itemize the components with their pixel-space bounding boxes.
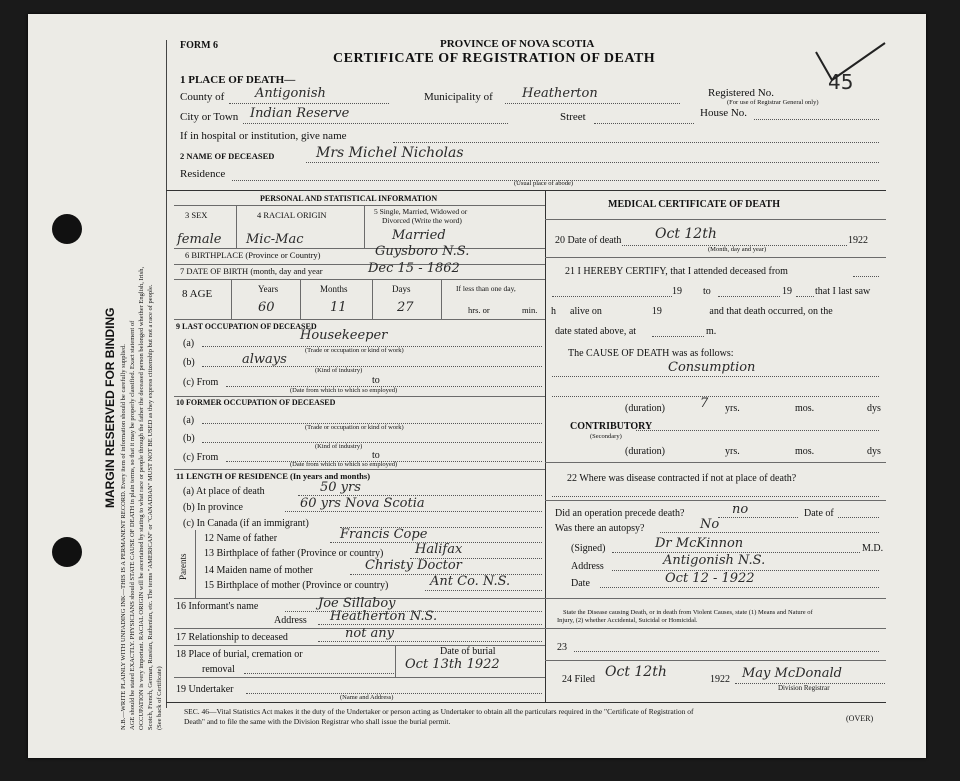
over-label: (OVER): [846, 714, 874, 723]
residence-b-value: 60 yrs Nova Scotia: [300, 496, 425, 511]
death-date-value: Oct 12th: [655, 226, 717, 242]
occ-to-label: to: [372, 375, 380, 386]
check-mark: [810, 40, 890, 85]
cause-of-death-value: Consumption: [668, 360, 756, 375]
county-label: County of: [180, 91, 225, 103]
certify-label: 21 I HEREBY CERTIFY, that I attended deceased from: [565, 266, 788, 277]
registered-no-note: (For use of Registrar General only): [727, 99, 819, 106]
death-date-note: (Month, day and year): [708, 246, 767, 253]
age-years-value: 60: [258, 300, 275, 315]
line-23-label: 23: [557, 642, 567, 653]
medical-date-value: Oct 12 - 1922: [665, 571, 755, 586]
margin-note-4: Scotch, French, German, Russian, Ruthenian, etc. The terms "AMERICAN" or "CANADIAN" MUST NOT BE USED as they express citizenship but not a race of people.: [147, 284, 154, 730]
margin-note-2: AGE should be stated EXACTLY. PHYSICIANS should STATE CAUSE OF DEATH in plain terms, so that it may be properly classified. Exact statement of: [129, 320, 136, 730]
informant-name-label: 16 Informant's name: [176, 601, 259, 612]
contrib-mos: mos.: [795, 446, 815, 457]
margin-note-1: N.B.—WRITE PLAINLY WITH UNFADING INK—THIS IS A PERMANENT RECORD. Every item of information should be carefully supplied.: [120, 344, 127, 730]
medical-address-value: Antigonish N.S.: [663, 553, 766, 568]
racial-origin-label: 4 RACIAL ORIGIN: [257, 210, 327, 220]
residence-note: (Usual place of abode): [514, 180, 574, 187]
certify-19b: 19: [782, 286, 792, 297]
death-date-label: 20 Date of death: [555, 235, 622, 246]
form-number: FORM 6: [180, 40, 219, 51]
filed-year: 1922: [710, 674, 730, 685]
contrib-duration-label: (duration): [625, 446, 665, 457]
occ-a-note: (Trade or occupation or kind of work): [305, 347, 404, 354]
date-of-burial-label: Date of burial: [440, 646, 496, 657]
registered-no-label: Registered No.: [708, 87, 774, 99]
residence-label: Residence: [180, 168, 226, 180]
sec-46-line-1: SEC. 46—Vital Statistics Act makes it the duty of the Undertaker or person acting as Undertaker to obtain all the particulars required in the "Certificate of Registration of: [184, 707, 694, 716]
age-months-value: 11: [330, 300, 347, 315]
father-birthplace-value: Halifax: [415, 542, 463, 557]
sex-label: 3 SEX: [185, 210, 208, 220]
former-occupation-label: 10 FORMER OCCUPATION OF DECEASED: [176, 398, 336, 407]
birthplace-value: Guysboro N.S.: [375, 244, 470, 259]
dob-label: 7 DATE OF BIRTH (month, day and year: [180, 266, 323, 276]
occ-from-label: (c) From: [183, 377, 219, 388]
relationship-label: 17 Relationship to deceased: [176, 632, 288, 643]
certify-m: m.: [706, 326, 717, 337]
former-a-label: (a): [183, 415, 195, 426]
cause-of-death-label: The CAUSE OF DEATH was as follows:: [568, 348, 734, 359]
hrs-label: hrs. or: [468, 305, 490, 315]
age-days-value: 27: [397, 300, 414, 315]
duration-yrs: yrs.: [725, 403, 740, 414]
division-registrar-label: Division Registrar: [778, 684, 830, 692]
autopsy-value: No: [700, 517, 720, 532]
county-value: Antigonish: [255, 86, 326, 101]
former-b-label: (b): [183, 433, 195, 444]
parents-label: Parents: [178, 553, 188, 580]
md-label: M.D.: [862, 543, 884, 554]
contrib-yrs: yrs.: [725, 446, 740, 457]
marital-label-1: 5 Single, Married, Widowed or: [374, 207, 468, 216]
min-label: min.: [522, 305, 538, 315]
operation-value: no: [732, 502, 749, 517]
contributory-label: CONTRIBUTORY: [570, 421, 653, 432]
province-heading: PROVINCE OF NOVA SCOTIA: [440, 38, 595, 50]
racial-origin-value: Mic-Mac: [246, 232, 304, 247]
date-of-burial-value: Oct 13th 1922: [405, 657, 500, 672]
informant-address-label: Address: [274, 615, 307, 626]
contrib-dys: dys: [867, 446, 881, 457]
filed-label: 24 Filed: [562, 674, 596, 685]
medical-date-label: Date: [571, 578, 590, 589]
residence-a-value: 50 yrs: [320, 480, 361, 495]
signed-value: Dr McKinnon: [655, 536, 744, 551]
residence-c-label: (c) In Canada (if an immigrant): [183, 518, 309, 529]
informant-name-value: Joe Sillaboy: [318, 596, 396, 611]
margin-rule: [166, 40, 167, 708]
duration-dys: dys: [867, 403, 881, 414]
registration-number: 45: [828, 70, 854, 94]
undertaker-note: (Name and Address): [340, 694, 394, 701]
residence-b-label: (b) In province: [183, 502, 243, 513]
informant-address-value: Heatherton N.S.: [330, 609, 438, 624]
mother-birthplace-label: 15 Birthplace of mother (Province or country): [204, 580, 389, 591]
name-of-deceased-label: 2 NAME OF DECEASED: [180, 151, 275, 161]
occ-b-note: (Kind of industry): [315, 367, 363, 374]
margin-binding-label: MARGIN RESERVED FOR BINDING: [103, 307, 117, 508]
filed-value: Oct 12th: [605, 664, 667, 680]
certify-last-saw: that I last saw: [815, 286, 871, 297]
days-label: Days: [392, 284, 411, 294]
binding-hole-bottom: [52, 537, 82, 567]
less-than-day-label: If less than one day,: [456, 284, 516, 293]
occ-b-label: (b): [183, 357, 195, 368]
occ-from-note: (Date from which to which so employed): [290, 387, 398, 394]
duration-mos: mos.: [795, 403, 815, 414]
age-label: 8 AGE: [182, 288, 213, 300]
contracted-label: 22 Where was disease contracted if not at place of death?: [567, 473, 797, 484]
house-no-label: House No.: [700, 107, 748, 119]
medical-address-label: Address: [571, 561, 604, 572]
margin-note-5: (See back of Certificate): [156, 666, 163, 730]
occ-b-value: always: [242, 352, 287, 367]
certify-h: h: [551, 306, 556, 317]
certificate-title: CERTIFICATE OF REGISTRATION OF DEATH: [333, 51, 656, 66]
operation-label: Did an operation precede death?: [555, 508, 685, 519]
certify-line-2: alive on 19 and that death occurred, on the: [570, 306, 833, 317]
dob-value: Dec 15 - 1862: [368, 261, 460, 276]
length-of-residence-label: 11 LENGTH OF RESIDENCE (In years and months): [176, 471, 371, 481]
duration-label: (duration): [625, 403, 665, 414]
city-value: Indian Reserve: [250, 106, 350, 121]
city-label: City or Town: [180, 111, 239, 123]
signed-label: (Signed): [571, 543, 606, 554]
father-name-value: Francis Cope: [340, 527, 428, 542]
certify-line-3: date stated above, at: [555, 326, 637, 337]
former-b-note: (Kind of industry): [315, 443, 363, 450]
months-label: Months: [320, 284, 348, 294]
certify-19a: 19: [672, 286, 682, 297]
personal-info-heading: PERSONAL AND STATISTICAL INFORMATION: [260, 194, 438, 203]
marital-label-2: Divorced (Write the word): [382, 216, 462, 225]
municipality-label: Municipality of: [424, 91, 493, 103]
years-label: Years: [258, 284, 279, 294]
former-from-label: (c) From: [183, 452, 219, 463]
burial-label-2: removal: [202, 664, 235, 675]
last-occupation-label: 9 LAST OCCUPATION OF DECEASED: [176, 322, 317, 331]
place-of-death-heading: 1 PLACE OF DEATH—: [180, 74, 296, 86]
state-note-1: State the Disease causing Death, or in death from Violent Causes, state (1) Means and Nature of: [563, 609, 813, 616]
marital-value: Married: [392, 228, 446, 243]
binding-hole-top: [52, 214, 82, 244]
burial-label-1: 18 Place of burial, cremation or: [176, 649, 303, 660]
certify-to: to: [703, 286, 711, 297]
mother-name-label: 14 Maiden name of mother: [204, 565, 313, 576]
hospital-label: If in hospital or institution, give name: [180, 130, 347, 142]
relationship-value: not any: [345, 626, 395, 641]
sex-value: female: [177, 232, 222, 247]
former-from-note: (Date from which to which so employed): [290, 461, 398, 468]
contributory-note: (Secondary): [590, 433, 622, 440]
municipality-value: Heatherton: [522, 86, 598, 101]
birthplace-label: 6 BIRTHPLACE (Province or Country): [185, 250, 321, 260]
medical-heading: MEDICAL CERTIFICATE OF DEATH: [608, 199, 780, 210]
autopsy-label: Was there an autopsy?: [555, 523, 645, 534]
operation-date-label: Date of: [804, 508, 834, 519]
name-of-deceased-value: Mrs Michel Nicholas: [316, 145, 464, 161]
residence-a-label: (a) At place of death: [183, 486, 265, 497]
former-a-note: (Trade or occupation or kind of work): [305, 424, 404, 431]
occ-a-value: Housekeeper: [300, 328, 388, 343]
undertaker-label: 19 Undertaker: [176, 684, 234, 695]
occ-a-label: (a): [183, 338, 195, 349]
father-birthplace-label: 13 Birthplace of father (Province or country): [204, 548, 384, 559]
duration-value: 7: [700, 396, 709, 411]
margin-note-3: OCCUPATION is very important. RACIAL ORIGIN will be ascertained by stating to what race or people through the father the deceased person belonged whether English, Irish,: [138, 266, 145, 730]
mother-name-value: Christy Doctor: [365, 558, 462, 573]
state-note-2: Injury, (2) whether Accidental, Suicidal or Homicidal.: [557, 617, 698, 624]
death-year: 1922: [848, 235, 868, 246]
mother-birthplace-value: Ant Co. N.S.: [430, 574, 511, 589]
sec-46-line-2: Death" and to file the same with the Division Registrar who shall issue the burial permit.: [184, 717, 451, 726]
registrar-signature: May McDonald: [742, 666, 842, 681]
street-label: Street: [560, 111, 586, 123]
former-to-label: to: [372, 450, 380, 461]
father-name-label: 12 Name of father: [204, 533, 278, 544]
